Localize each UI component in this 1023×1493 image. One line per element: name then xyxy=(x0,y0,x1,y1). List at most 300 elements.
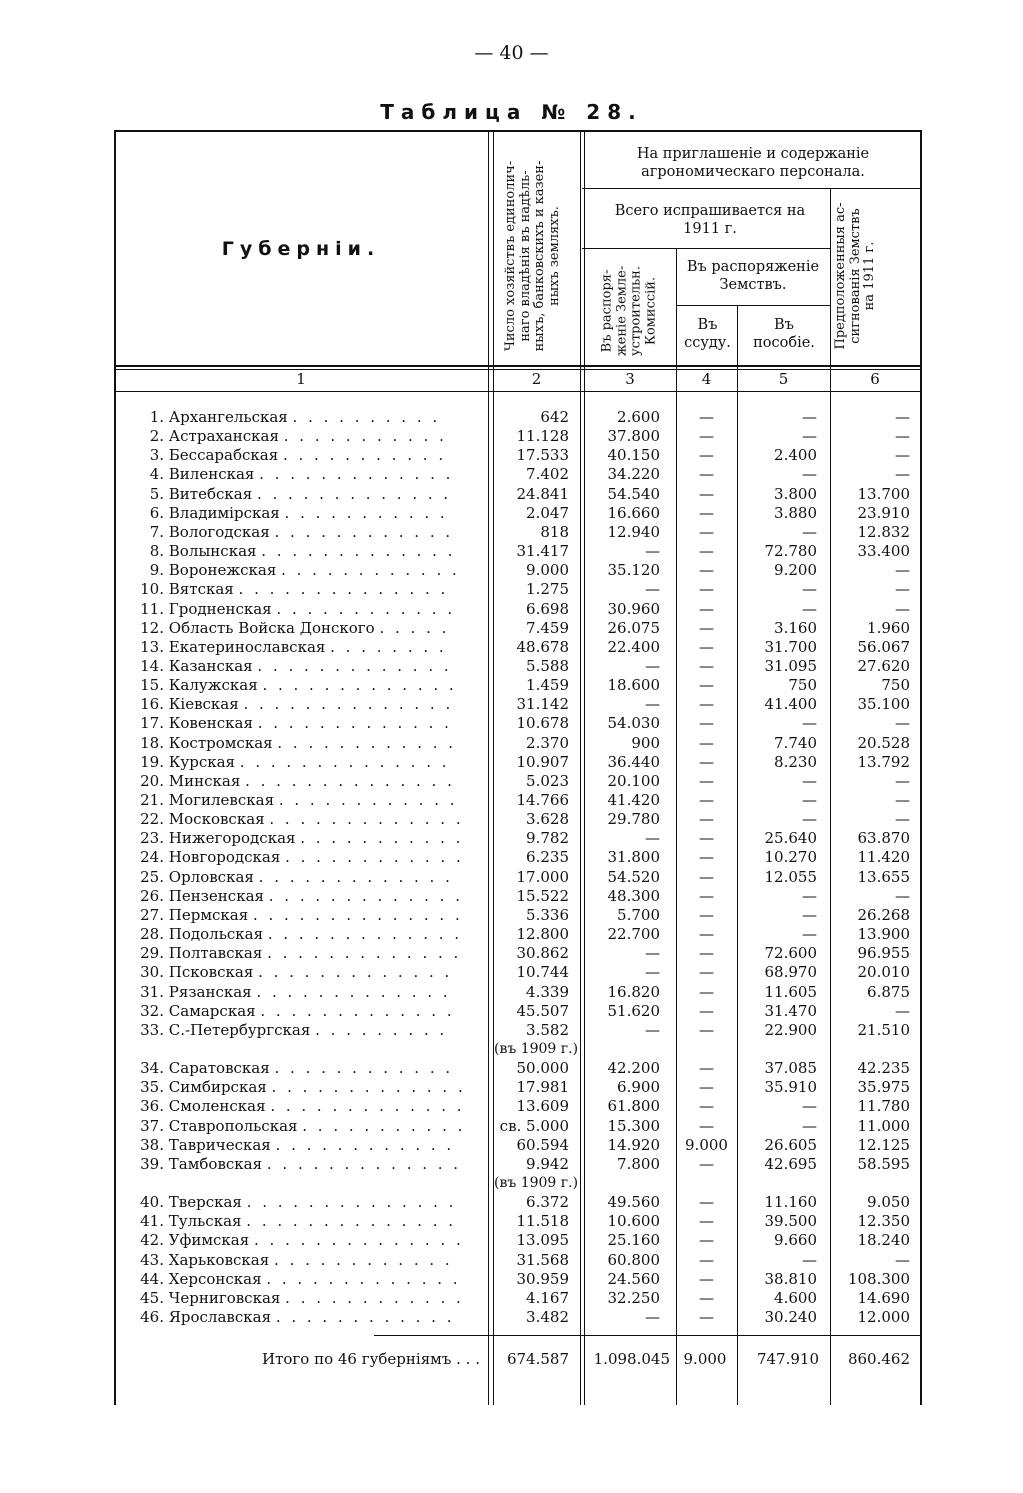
row-c3: — xyxy=(645,1021,660,1039)
row-c6: 21.510 xyxy=(857,1021,910,1039)
row-name: 43. Харьковская . . . . . . . . . . . . xyxy=(140,1251,453,1269)
row-c6: 42.235 xyxy=(857,1059,910,1077)
row-c5: 12.055 xyxy=(764,868,817,886)
row-c6: — xyxy=(895,887,910,905)
row-c3: 16.660 xyxy=(607,504,660,522)
column-number: 2 xyxy=(531,370,542,388)
row-c6: — xyxy=(895,810,910,828)
row-c4: — xyxy=(699,638,714,656)
row-c3: 54.520 xyxy=(607,868,660,886)
row-c2: 24.841 xyxy=(516,485,569,503)
totals-c5: 747.910 xyxy=(756,1350,819,1368)
row-c4: — xyxy=(699,1078,714,1096)
row-c5: 10.270 xyxy=(764,848,817,866)
row-c5: 41.400 xyxy=(764,695,817,713)
row-c2: 12.800 xyxy=(516,925,569,943)
row-c4: — xyxy=(699,1059,714,1077)
row-c3: 25.160 xyxy=(607,1231,660,1249)
row-c3: 18.600 xyxy=(607,676,660,694)
row-c6: — xyxy=(895,1251,910,1269)
row-c5: 68.970 xyxy=(764,963,817,981)
row-c4: — xyxy=(699,925,714,943)
row-name: 22. Московская . . . . . . . . . . . . . xyxy=(140,810,464,828)
header-grant: Въ пособіе. xyxy=(753,317,815,351)
row-c5: 8.230 xyxy=(774,753,817,771)
row-c6: 11.780 xyxy=(857,1097,910,1115)
row-c5: 30.240 xyxy=(764,1308,817,1326)
totals-c3: 1.098.045 xyxy=(593,1350,670,1368)
row-name: 8. Волынская . . . . . . . . . . . . . xyxy=(149,542,456,560)
row-c3: 54.540 xyxy=(607,485,660,503)
row-c3: — xyxy=(645,963,660,981)
row-c4: — xyxy=(699,504,714,522)
row-c3: — xyxy=(645,1308,660,1326)
row-c3: 42.200 xyxy=(607,1059,660,1077)
row-c2: 13.609 xyxy=(516,1097,569,1115)
row-c5: 22.900 xyxy=(764,1021,817,1039)
row-c5: — xyxy=(802,600,817,618)
row-c3: 16.820 xyxy=(607,983,660,1001)
row-c2: 2.370 xyxy=(526,734,569,752)
row-c6: 18.240 xyxy=(857,1231,910,1249)
row-c4: — xyxy=(699,1117,714,1135)
row-c5: 38.810 xyxy=(764,1270,817,1288)
row-c4: — xyxy=(699,734,714,752)
totals-c6: 860.462 xyxy=(847,1350,910,1368)
page-number: — 40 — xyxy=(474,42,549,64)
row-name: 42. Уфимская . . . . . . . . . . . . . . xyxy=(140,1231,464,1249)
row-c6: — xyxy=(895,465,910,483)
row-c2: 11.518 xyxy=(516,1212,569,1230)
row-name: 7. Вологодская . . . . . . . . . . . . xyxy=(149,523,454,541)
column-number: 5 xyxy=(778,370,789,388)
row-c3: — xyxy=(645,657,660,675)
row-c2: 10.744 xyxy=(516,963,569,981)
row-c6: 11.000 xyxy=(857,1117,910,1135)
row-c2: 45.507 xyxy=(516,1002,569,1020)
row-c2: 5.023 xyxy=(526,772,569,790)
row-c5: — xyxy=(802,465,817,483)
row-name: 15. Калужская . . . . . . . . . . . . . xyxy=(140,676,457,694)
row-c5: 750 xyxy=(788,676,817,694)
row-c4: — xyxy=(699,580,714,598)
row-c3: 15.300 xyxy=(607,1117,660,1135)
row-c6: 96.955 xyxy=(857,944,910,962)
row-c4: — xyxy=(699,1308,714,1326)
row-c3: — xyxy=(645,695,660,713)
row-c5: 3.160 xyxy=(774,619,817,637)
row-note: (въ 1909 г.) xyxy=(494,1041,579,1057)
row-c4: — xyxy=(699,676,714,694)
row-c5: 35.910 xyxy=(764,1078,817,1096)
column-number: 4 xyxy=(701,370,712,388)
row-c6: 35.975 xyxy=(857,1078,910,1096)
row-name: 32. Самарская . . . . . . . . . . . . . xyxy=(140,1002,455,1020)
row-c4: — xyxy=(699,1251,714,1269)
row-c6: 12.350 xyxy=(857,1212,910,1230)
row-c2: 31.568 xyxy=(516,1251,569,1269)
column-number: 3 xyxy=(625,370,635,388)
row-c3: — xyxy=(645,944,660,962)
row-c4: — xyxy=(699,1021,714,1039)
row-c2: 3.482 xyxy=(526,1308,569,1326)
row-c6: 12.832 xyxy=(857,523,910,541)
row-name: 10. Вятская . . . . . . . . . . . . . . xyxy=(140,580,449,598)
row-name: 39. Тамбовская . . . . . . . . . . . . . xyxy=(140,1155,462,1173)
row-c2: св. 5.000 xyxy=(499,1117,569,1135)
row-c3: 7.800 xyxy=(617,1155,660,1173)
row-c4: — xyxy=(699,1212,714,1230)
row-name: 14. Казанская . . . . . . . . . . . . . xyxy=(140,657,452,675)
row-c5: 72.600 xyxy=(764,944,817,962)
table-title: Таблица № 28. xyxy=(380,100,643,124)
row-c2: 2.047 xyxy=(526,504,569,522)
row-c5: — xyxy=(802,1251,817,1269)
header-col2: Число хозяйствъ единолич- наго владѣнія въ надѣль- ныхъ, банковскихъ и казен- ныхъ земляхъ. xyxy=(503,160,562,352)
row-c6: — xyxy=(895,427,910,445)
row-c5: 31.700 xyxy=(764,638,817,656)
header-loan: Въ ссуду. xyxy=(684,317,731,351)
row-c4: — xyxy=(699,1155,714,1173)
row-c6: 27.620 xyxy=(857,657,910,675)
row-name: 17. Ковенская . . . . . . . . . . . . . xyxy=(140,714,452,732)
row-c3: 40.150 xyxy=(607,446,660,464)
header-col6: Предположенныя ас- сигнованія Земствъ на 1911 г. xyxy=(833,202,877,350)
row-c3: 32.250 xyxy=(607,1289,660,1307)
row-name: 33. С.-Петербургская . . . . . . . . . xyxy=(140,1021,448,1039)
row-name: 13. Екатеринославская . . . . . . . . xyxy=(140,638,447,656)
row-c3: 20.100 xyxy=(607,772,660,790)
row-c2: 7.402 xyxy=(526,465,569,483)
row-c3: 37.800 xyxy=(607,427,660,445)
row-c6: 56.067 xyxy=(857,638,910,656)
row-c2: 48.678 xyxy=(516,638,569,656)
row-c6: — xyxy=(895,791,910,809)
row-c2: 642 xyxy=(540,408,569,426)
row-name: 18. Костромская . . . . . . . . . . . . xyxy=(140,734,457,752)
row-c5: 9.200 xyxy=(774,561,817,579)
row-c4: — xyxy=(699,523,714,541)
row-c4: — xyxy=(699,1002,714,1020)
row-name: 38. Таврическая . . . . . . . . . . . . xyxy=(140,1136,455,1154)
row-c2: 17.981 xyxy=(516,1078,569,1096)
row-c6: 33.400 xyxy=(857,542,910,560)
row-name: 1. Архангельская . . . . . . . . . . xyxy=(149,408,441,426)
row-name: 40. Тверская . . . . . . . . . . . . . . xyxy=(140,1193,457,1211)
row-c5: 3.880 xyxy=(774,504,817,522)
row-name: 44. Херсонская . . . . . . . . . . . . . xyxy=(140,1270,461,1288)
totals-label: Итого по 46 губерніямъ . . . xyxy=(262,1350,480,1368)
row-c2: 3.582 xyxy=(526,1021,569,1039)
row-c6: 6.875 xyxy=(867,983,910,1001)
row-c4: — xyxy=(699,944,714,962)
column-number: 6 xyxy=(870,370,880,388)
row-name: 6. Владимірская . . . . . . . . . . . xyxy=(149,504,448,522)
row-c3: 24.560 xyxy=(607,1270,660,1288)
row-c5: — xyxy=(802,1097,817,1115)
row-name: 46. Ярославская . . . . . . . . . . . . xyxy=(140,1308,455,1326)
row-c4: — xyxy=(699,1231,714,1249)
row-c4: 9.000 xyxy=(685,1136,728,1154)
row-c3: 35.120 xyxy=(607,561,660,579)
row-c6: 63.870 xyxy=(857,829,910,847)
row-c2: 17.000 xyxy=(516,868,569,886)
row-c2: 17.533 xyxy=(516,446,569,464)
row-name: 11. Гродненская . . . . . . . . . . . . xyxy=(140,600,456,618)
row-c2: 31.417 xyxy=(516,542,569,560)
row-c2: 10.907 xyxy=(516,753,569,771)
row-c2: 11.128 xyxy=(516,427,569,445)
row-c4: — xyxy=(699,1289,714,1307)
row-c5: — xyxy=(802,714,817,732)
header-total-requested: Всего испрашивается на 1911 г. xyxy=(614,203,806,237)
row-c4: — xyxy=(699,829,714,847)
row-c5: 4.600 xyxy=(774,1289,817,1307)
row-name: 24. Новгородская . . . . . . . . . . . . xyxy=(140,848,464,866)
header-gubernii: Губерніи. xyxy=(221,238,381,260)
row-c3: 61.800 xyxy=(607,1097,660,1115)
totals-c4: 9.000 xyxy=(683,1350,727,1368)
row-c5: 11.160 xyxy=(764,1193,817,1211)
row-c3: — xyxy=(645,580,660,598)
row-c4: — xyxy=(699,753,714,771)
row-name: 31. Рязанская . . . . . . . . . . . . . xyxy=(140,983,451,1001)
row-c3: 48.300 xyxy=(607,887,660,905)
row-c3: 900 xyxy=(631,734,660,752)
row-c6: 12.000 xyxy=(857,1308,910,1326)
row-c4: — xyxy=(699,983,714,1001)
row-c5: — xyxy=(802,791,817,809)
row-c2: 5.336 xyxy=(526,906,569,924)
row-c3: 10.600 xyxy=(607,1212,660,1230)
row-c6: 12.125 xyxy=(857,1136,910,1154)
row-c4: — xyxy=(699,600,714,618)
row-c3: 49.560 xyxy=(607,1193,660,1211)
row-name: 20. Минская . . . . . . . . . . . . . . xyxy=(140,772,455,790)
row-name: 30. Псковская . . . . . . . . . . . . . xyxy=(140,963,453,981)
row-c2: 9.000 xyxy=(526,561,569,579)
row-c3: 31.800 xyxy=(607,848,660,866)
row-name: 34. Саратовская . . . . . . . . . . . . xyxy=(140,1059,454,1077)
row-c4: — xyxy=(699,485,714,503)
row-name: 29. Полтавская . . . . . . . . . . . . . xyxy=(140,944,462,962)
row-c3: 34.220 xyxy=(607,465,660,483)
row-c6: — xyxy=(895,772,910,790)
row-c6: 23.910 xyxy=(857,504,910,522)
row-c3: — xyxy=(645,542,660,560)
row-c5: — xyxy=(802,523,817,541)
row-c4: — xyxy=(699,657,714,675)
row-name: 19. Курская . . . . . . . . . . . . . . xyxy=(140,753,450,771)
row-note: (въ 1909 г.) xyxy=(494,1175,579,1191)
row-c2: 3.628 xyxy=(526,810,569,828)
row-c4: — xyxy=(699,868,714,886)
row-c5: 9.660 xyxy=(774,1231,817,1249)
row-c6: 20.528 xyxy=(857,734,910,752)
row-c6: 58.595 xyxy=(857,1155,910,1173)
row-name: 37. Ставропольская . . . . . . . . . . . xyxy=(140,1117,466,1135)
row-c3: 60.800 xyxy=(607,1251,660,1269)
row-c5: 31.095 xyxy=(764,657,817,675)
row-c6: 26.268 xyxy=(857,906,910,924)
row-c2: 10.678 xyxy=(516,714,569,732)
row-c2: 1.459 xyxy=(526,676,569,694)
row-name: 35. Симбирская . . . . . . . . . . . . . xyxy=(140,1078,466,1096)
row-c2: 9.782 xyxy=(526,829,569,847)
row-c5: — xyxy=(802,887,817,905)
row-c2: 50.000 xyxy=(516,1059,569,1077)
row-name: 26. Пензенская . . . . . . . . . . . . . xyxy=(140,887,463,905)
row-c6: — xyxy=(895,561,910,579)
row-c4: — xyxy=(699,619,714,637)
row-c6: 13.700 xyxy=(857,485,910,503)
row-c6: — xyxy=(895,600,910,618)
row-c3: 36.440 xyxy=(607,753,660,771)
row-c2: 6.235 xyxy=(526,848,569,866)
row-name: 23. Нижегородская . . . . . . . . . . . xyxy=(140,829,464,847)
row-c2: 6.372 xyxy=(526,1193,569,1211)
row-c5: — xyxy=(802,408,817,426)
row-c4: — xyxy=(699,810,714,828)
header-zemstvo: Въ распоряженіе Земствъ. xyxy=(686,259,820,293)
row-c3: 2.600 xyxy=(617,408,660,426)
row-c6: — xyxy=(895,714,910,732)
row-name: 36. Смоленская . . . . . . . . . . . . . xyxy=(140,1097,465,1115)
row-c4: — xyxy=(699,561,714,579)
row-c3: — xyxy=(645,829,660,847)
row-c2: 15.522 xyxy=(516,887,569,905)
row-c2: 4.339 xyxy=(526,983,569,1001)
row-name: 28. Подольская . . . . . . . . . . . . . xyxy=(140,925,463,943)
row-c5: — xyxy=(802,427,817,445)
row-c3: 54.030 xyxy=(607,714,660,732)
row-c6: 35.100 xyxy=(857,695,910,713)
column-number: 1 xyxy=(296,370,306,388)
row-c4: — xyxy=(699,714,714,732)
row-c5: — xyxy=(802,925,817,943)
row-c4: — xyxy=(699,906,714,924)
row-c5: — xyxy=(802,1117,817,1135)
row-c5: 37.085 xyxy=(764,1059,817,1077)
row-c6: 9.050 xyxy=(867,1193,910,1211)
row-c6: 108.300 xyxy=(847,1270,910,1288)
row-c6: 14.690 xyxy=(857,1289,910,1307)
row-c5: — xyxy=(802,772,817,790)
row-c6: 20.010 xyxy=(857,963,910,981)
row-name: 16. Кіевская . . . . . . . . . . . . . . xyxy=(140,695,454,713)
row-c5: 11.605 xyxy=(764,983,817,1001)
row-c6: 750 xyxy=(881,676,910,694)
row-c4: — xyxy=(699,791,714,809)
row-name: 5. Витебская . . . . . . . . . . . . . xyxy=(149,485,452,503)
row-c4: — xyxy=(699,1097,714,1115)
row-c2: 9.942 xyxy=(526,1155,569,1173)
row-name: 27. Пермская . . . . . . . . . . . . . . xyxy=(140,906,463,924)
row-c6: 11.420 xyxy=(857,848,910,866)
row-c5: 25.640 xyxy=(764,829,817,847)
row-c3: 5.700 xyxy=(617,906,660,924)
totals-c2: 674.587 xyxy=(506,1350,569,1368)
row-c5: 7.740 xyxy=(774,734,817,752)
row-c4: — xyxy=(699,542,714,560)
row-c6: 13.655 xyxy=(857,868,910,886)
row-c4: — xyxy=(699,465,714,483)
row-c5: 42.695 xyxy=(764,1155,817,1173)
row-c5: 2.400 xyxy=(774,446,817,464)
row-c5: 39.500 xyxy=(764,1212,817,1230)
row-c3: 22.400 xyxy=(607,638,660,656)
row-name: 25. Орловская . . . . . . . . . . . . . xyxy=(140,868,453,886)
row-name: 4. Виленская . . . . . . . . . . . . . xyxy=(149,465,454,483)
row-c5: 3.800 xyxy=(774,485,817,503)
row-c6: — xyxy=(895,580,910,598)
row-c5: — xyxy=(802,580,817,598)
row-c4: — xyxy=(699,963,714,981)
row-c4: — xyxy=(699,848,714,866)
row-c3: 51.620 xyxy=(607,1002,660,1020)
row-c4: — xyxy=(699,1193,714,1211)
row-c4: — xyxy=(699,408,714,426)
row-c4: — xyxy=(699,695,714,713)
row-c2: 1.275 xyxy=(526,580,569,598)
row-c2: 30.959 xyxy=(516,1270,569,1288)
row-c3: 41.420 xyxy=(607,791,660,809)
row-c5: — xyxy=(802,906,817,924)
row-c5: 72.780 xyxy=(764,542,817,560)
row-name: 41. Тульская . . . . . . . . . . . . . . xyxy=(140,1212,457,1230)
header-col3: Въ распоря- женіе Земле- устроительн. Комиссій. xyxy=(599,265,658,357)
row-c3: 14.920 xyxy=(607,1136,660,1154)
header-invite: На приглашеніе и содержаніе агрономическаго персонала. xyxy=(636,146,870,180)
row-c6: — xyxy=(895,446,910,464)
row-c2: 13.095 xyxy=(516,1231,569,1249)
row-name: 9. Воронежская . . . . . . . . . . . . xyxy=(149,561,460,579)
row-c6: 13.900 xyxy=(857,925,910,943)
row-c2: 818 xyxy=(540,523,569,541)
row-c5: 31.470 xyxy=(764,1002,817,1020)
row-name: 12. Область Войска Донского . . . . . xyxy=(140,619,450,637)
row-c2: 30.862 xyxy=(516,944,569,962)
row-c3: 22.700 xyxy=(607,925,660,943)
row-c5: — xyxy=(802,810,817,828)
row-c2: 6.698 xyxy=(526,600,569,618)
row-c2: 14.766 xyxy=(516,791,569,809)
row-name: 21. Могилевская . . . . . . . . . . . . xyxy=(140,791,458,809)
row-c3: 6.900 xyxy=(617,1078,660,1096)
row-c3: 12.940 xyxy=(607,523,660,541)
row-c4: — xyxy=(699,772,714,790)
row-c3: 26.075 xyxy=(607,619,660,637)
row-c4: — xyxy=(699,887,714,905)
row-c5: 26.605 xyxy=(764,1136,817,1154)
row-c4: — xyxy=(699,446,714,464)
row-c4: — xyxy=(699,427,714,445)
row-name: 2. Астраханская . . . . . . . . . . . xyxy=(149,427,447,445)
row-c6: — xyxy=(895,408,910,426)
row-c2: 4.167 xyxy=(526,1289,569,1307)
row-c6: — xyxy=(895,1002,910,1020)
row-c3: 30.960 xyxy=(607,600,660,618)
row-c3: 29.780 xyxy=(607,810,660,828)
row-c6: 1.960 xyxy=(867,619,910,637)
row-name: 45. Черниговская . . . . . . . . . . . . xyxy=(140,1289,464,1307)
row-c2: 60.594 xyxy=(516,1136,569,1154)
row-c4: — xyxy=(699,1270,714,1288)
row-c6: 13.792 xyxy=(857,753,910,771)
row-name: 3. Бессарабская . . . . . . . . . . . xyxy=(149,446,447,464)
row-c2: 31.142 xyxy=(516,695,569,713)
row-c2: 7.459 xyxy=(526,619,569,637)
